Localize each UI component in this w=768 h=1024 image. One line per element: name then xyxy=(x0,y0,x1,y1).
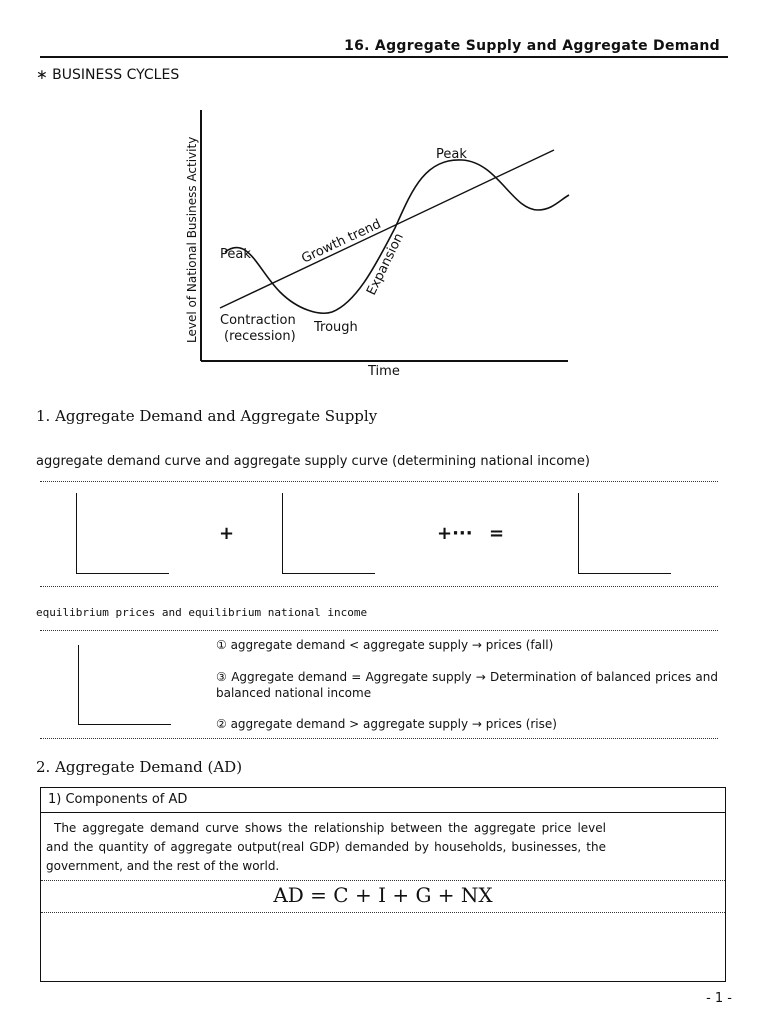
box-dotted-rule xyxy=(41,880,725,881)
dotted-divider xyxy=(40,630,718,631)
peak-right-label: Peak xyxy=(436,147,467,162)
x-axis-label: Time xyxy=(368,364,400,379)
empty-graph-equilibrium xyxy=(78,645,171,725)
empty-graph-2 xyxy=(282,493,375,574)
section2-title: 2. Aggregate Demand (AD) xyxy=(36,758,243,776)
business-cycle-diagram xyxy=(180,100,580,385)
equilibrium-item-2: ② aggregate demand > aggregate supply → prices (rise) xyxy=(216,717,557,731)
page-number: - 1 - xyxy=(706,991,732,1006)
ad-formula: AD = C + I + G + NX xyxy=(273,883,493,907)
y-axis-label: Level of National Business Activity xyxy=(185,136,199,343)
growth-trend-label: Growth trend xyxy=(299,216,384,267)
business-cycles-heading: ∗ BUSINESS CYCLES xyxy=(36,67,180,83)
equilibrium-title: equilibrium prices and equilibrium national income xyxy=(36,606,368,619)
equilibrium-item-1: ① aggregate demand < aggregate supply → prices (fall) xyxy=(216,638,554,652)
plus-operator: + xyxy=(219,523,235,544)
dotted-divider xyxy=(40,738,718,739)
trough-label: Trough xyxy=(314,320,358,335)
dotted-divider xyxy=(40,481,718,482)
empty-graph-1 xyxy=(76,493,169,574)
peak-left-label: Peak xyxy=(220,247,251,262)
contraction-label: Contraction xyxy=(220,313,296,328)
plus-ellipsis-operator: +··· xyxy=(437,523,473,544)
box-dotted-rule xyxy=(41,912,725,913)
empty-graph-3 xyxy=(578,493,671,574)
header-rule xyxy=(40,56,728,58)
recession-label: (recession) xyxy=(224,329,296,344)
equilibrium-item-3: ③ Aggregate demand = Aggregate supply → Determination of balanced prices and balanced national income xyxy=(216,670,718,700)
document-title: 16. Aggregate Supply and Aggregate Demand xyxy=(344,38,720,54)
dotted-divider xyxy=(40,586,718,587)
equals-operator: = xyxy=(489,523,505,544)
components-heading: 1) Components of AD xyxy=(48,792,188,807)
box-heading-rule xyxy=(40,812,726,813)
ad-as-subtitle: aggregate demand curve and aggregate supply curve (determining national income) xyxy=(36,454,590,469)
section1-title: 1. Aggregate Demand and Aggregate Supply xyxy=(36,407,378,425)
expansion-label: Expansion xyxy=(364,231,407,298)
growth-trend-line xyxy=(220,150,554,308)
ad-definition-paragraph: The aggregate demand curve shows the relationship between the aggregate price level and the quantity of aggregate output(real GDP) demanded by households, businesses, the government, and the rest of the world. xyxy=(46,821,606,873)
